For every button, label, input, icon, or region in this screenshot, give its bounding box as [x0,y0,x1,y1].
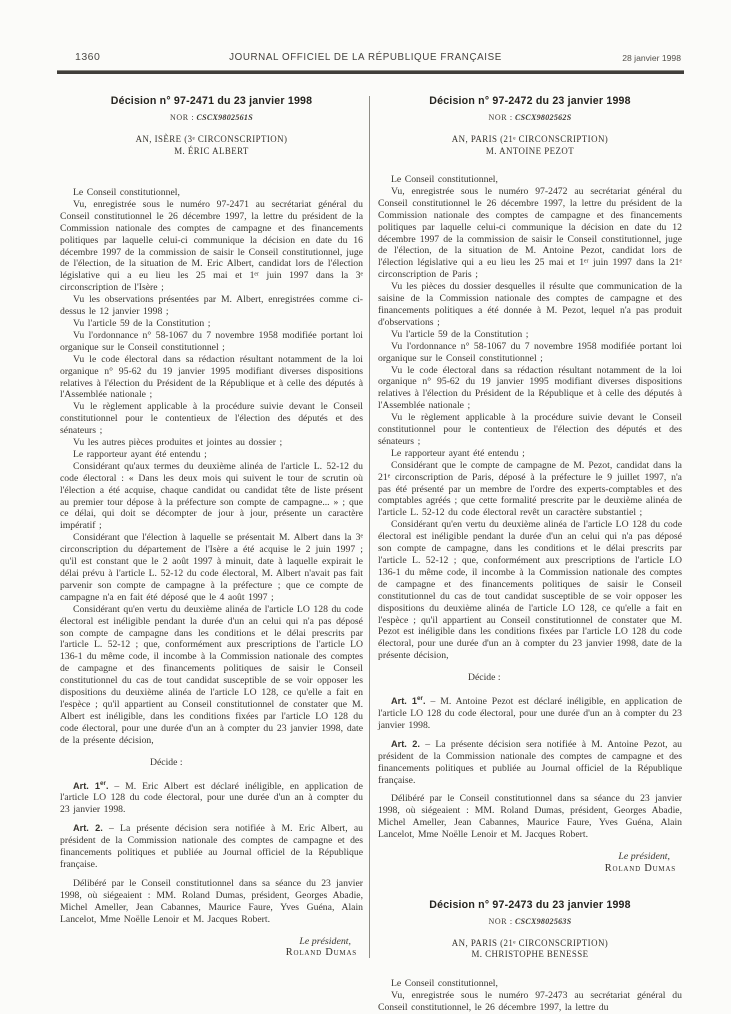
nor-line [378,113,682,123]
body-paragraph: Vu les autres pièces produites et jointes au dossier ; [73,437,283,449]
decide-line: Décide : [468,672,501,684]
nor-value: CSCX9802562S [512,113,572,122]
body-paragraph: Considérant qu'aux termes du deuxième alinéa de l'article L. 52-12 du code électoral : « Dans les deux mois qui suivent le tour de scrutin où l'élection a été acquise, chaque candidat ou candidat tête de liste présent au premier tour dépose à la préfecture son compte de campagne... » ; que ce délai, qui doit se décompter de jour à jour, présente un caractère impératif ; [60,460,363,532]
case-line: AN, PARIS (21ᵉ CIRCONSCRIPTION) [451,937,609,948]
signature-role: Le président, [618,851,670,863]
nor-label: NOR : [170,113,195,122]
body-paragraph: Vu l'ordonnance n° 58-1067 du 7 novembre 1958 modifiée portant loi organique sur le Conseil constitutionnel ; [378,340,682,364]
body-paragraph: Vu, enregistrée sous le numéro 97-2473 au secrétariat général du Conseil constitutionnel, le 26 décembre 1997, la lettre du [378,989,682,1013]
body-paragraph: Le rapporteur ayant été entendu ; [73,448,207,460]
signature-name: Roland Dumas [285,947,357,959]
body-paragraph: Vu le code électoral dans sa rédaction résultant notamment de la loi organique n° 95-62 du 19 janvier 1995 modifiant diverses dispositions relatives à l'élection du Président de la République et à celle des députés à l'Assemblée nationale ; [378,364,682,412]
nor-line [378,917,682,927]
decision-title: Décision n° 97-2473 du 23 janvier 1998 [429,898,631,911]
article-paragraph: Art. 1er. – M. Eric Albert est déclaré inéligible, en application de l'article LO 128 du code électoral, pour une durée d'un an à compter du 23 janvier 1998. [60,779,363,816]
journal-title: JOURNAL OFFICIEL DE LA RÉPUBLIQUE FRANÇAISE [229,52,502,63]
page-number: 1360 [75,51,101,63]
decision-title: Décision n° 97-2471 du 23 janvier 1998 [110,95,313,107]
decide-line: Décide : [150,756,183,768]
article-label: Art. 1er. [391,695,426,707]
case-line: AN, ISÈRE (3ᵉ CIRCONSCRIPTION) [135,134,288,144]
body-paragraph: Considérant qu'en vertu du deuxième alinéa de l'article LO 128 du code électoral est inéligible pendant la durée d'un an celui qui n'a pas déposé son compte de campagne dans les conditions et le délai prescrits par l'article L. 52-12 ; que, conformément aux prescriptions de l'article LO 136-1 du même code, il incombe à la Commission nationale des comptes de campagne et des financements politiques de saisir le Conseil constitutionnel du cas de tout candidat susceptible de se voir opposer les dispositions du deuxième alinéa de l'article LO 128, ce qu'elle a fait en l'espèce ; qu'il appartient au Conseil constitutionnel de constater que M. Albert est inéligible, dans les conditions fixées par l'article LO 128 du code électoral, pour une durée d'un an à compter du 23 janvier 1998, date de la présente décision, [60,603,363,746]
article-label: Art. 1er. [73,779,109,791]
body-paragraph: Vu le code électoral dans sa rédaction résultant notamment de la loi organique n° 95-62 du 19 janvier 1995 modifiant diverses dispositions relatives à l'élection du Président de la République et à celle des députés à l'Assemblée nationale ; [60,353,363,401]
case-line: M. ANTOINE PEZOT [485,145,575,156]
body-paragraph: Vu l'ordonnance n° 58-1067 du 7 novembre 1958 modifiée portant loi organique sur le Conseil constitutionnel ; [60,329,363,353]
body-paragraph: Délibéré par le Conseil constitutionnel dans sa séance du 23 janvier 1998, où siégeaient : MM. Roland Dumas, président, Georges Abadie, Michel Ameller, Jean Cabannes, Maurice Faure, Yves Guéna, Alain Lancelot, Mme Noëlle Lenoir et M. Jacques Robert. [60,877,363,925]
column-left [60,95,363,959]
body-paragraph: Considérant que l'élection à laquelle se présentait M. Albert dans la 3ᵉ circonscription du département de l'Isère a été acquise le 2 juin 1997 ; qu'il est constant que le 2 août 1997 à minuit, date à laquelle expirait le délai prévu à l'article L. 52-12 du code électoral, M. Albert n'avait pas fait parvenir son compte de campagne à la préfecture ; que ce compte de campagne n'a en fait été déposé que le 4 août 1997 ; [60,532,363,603]
header-rule [57,70,684,74]
body-paragraph: Vu les observations présentées par M. Albert, enregistrées comme ci-dessus le 12 janvier 1998 ; [60,294,363,318]
issue-date: 28 janvier 1998 [622,53,681,63]
nor-value: CSCX9802563S [512,916,572,926]
nor-line [60,113,363,123]
signature-role: Le président, [299,935,351,947]
signature-name: Roland Dumas [604,863,676,874]
column-divider [369,96,370,958]
body-paragraph: Considérant que le compte de campagne de M. Pezot, candidat dans la 21ᵉ circonscription de Paris, déposé à la préfecture le 9 juillet 1997, n'a pas été présenté par un membre de l'ordre des experts-comptables et des comptables agréés ; que cette formalité prescrite par le deuxième alinéa de l'article L. 52-12 du code électoral revêt un caractère substantiel ; [378,459,682,519]
article-label: Art. 2. [73,823,103,834]
body-paragraph: Le rapporteur ayant été entendu ; [391,447,525,459]
body-paragraph: Vu l'article 59 de la Constitution ; [73,317,211,329]
case-line: M. ÉRIC ALBERT [174,145,249,156]
decision-title: Décision n° 97-2472 du 23 janvier 1998 [429,95,631,107]
article-paragraph: Art. 2. – La présente décision sera notifiée à M. Eric Albert, au président de la Commission nationale des comptes de campagne et des financements politiques et publiée au Journal officiel de la République française. [60,823,363,870]
body-paragraph: Vu les pièces du dossier desquelles il résulte que communication de la saisine de la Commission nationale des comptes de campagne et des financements politiques a été donnée à M. Pezot, lequel n'a pas produit d'observations ; [378,281,682,328]
body-paragraph: Vu le règlement applicable à la procédure suivie devant le Conseil constitutionnel pour le contentieux de l'élection des députés et des sénateurs ; [60,401,363,437]
body-paragraph: Le Conseil constitutionnel, [391,174,498,185]
body-paragraph: Le Conseil constitutionnel, [391,977,498,989]
body-paragraph: Vu le règlement applicable à la procédure suivie devant le Conseil constitutionnel pour le contentieux de l'élection des députés et des sénateurs ; [378,412,682,447]
body-paragraph: Vu, enregistrée sous le numéro 97-2472 au secrétariat général du Conseil constitutionnel le 26 décembre 1997, la lettre du président de la Commission nationale des comptes de campagne et des financements politiques par laquelle celui-ci communique la décision en date du 12 décembre 1997 de la commission de saisir le Conseil constitutionnel, juge de l'élection, de la situation de M. Antoine Pezot, candidat lors de l'élection législative qui a eu lieu les 25 mai et 1ᵉʳ juin 1997 dans la 21ᵉ circonscription de Paris ; [378,185,682,281]
article-paragraph: Art. 1er. – M. Antoine Pezot est déclaré inéligible, en application de l'article LO 128 du code électoral, pour une durée d'un an à compter du 23 janvier 1998. [378,695,682,731]
body-paragraph: Délibéré par le Conseil constitutionnel dans sa séance du 23 janvier 1998, où siégeaient : MM. Roland Dumas, président, Georges Abadie, Michel Ameller, Jean Cabannes, Maurice Faure, Yves Guéna, Alain Lancelot, Mme Noëlle Lenoir et M. Jacques Robert. [378,793,682,841]
body-paragraph: Considérant qu'en vertu du deuxième alinéa de l'article LO 128 du code électoral est inéligible pendant la durée d'un an celui qui n'a pas déposé son compte de campagne, dans les conditions et le délai prescrits par l'article L. 52-12 ; que, conformément aux prescriptions de l'article LO 136-1 du même code, il incombe à la Commission nationale des comptes de campagne et des financements politiques de saisir le Conseil constitutionnel du cas de tout candidat susceptible de se voir opposer les dispositions du deuxième alinéa de l'article LO 128, ce qu'elle a fait en l'espèce ; qu'il appartient au Conseil constitutionnel de constater que M. Pezot est inéligible dans les conditions fixées par l'article LO 128 du code électoral, pour une durée d'un an à compter du 23 janvier 1998, date de la présente décision, [378,519,682,662]
nor-value: CSCX9802561S [194,113,253,122]
nor-label: NOR : [488,113,513,122]
nor-label: NOR : [488,916,513,926]
case-line: M. CHRISTOPHE BENESSE [471,949,589,960]
article-paragraph: Art. 2. – La présente décision sera notifiée à M. Antoine Pezot, au président de la Commission nationale des comptes de campagne et des financements politiques et publiée au Journal officiel de la République française. [378,738,682,786]
body-paragraph: Le Conseil constitutionnel, [73,187,180,198]
body-paragraph: Vu, enregistrée sous le numéro 97-2471 au secrétariat général du Conseil constitutionnel le 26 décembre 1997, la lettre du président de la Commission nationale des comptes de campagne et des financements politiques par laquelle celui-ci communique la décision en date du 16 décembre 1997 de la commission de saisir le Conseil constitutionnel, juge de l'élection, de la situation de M. Eric Albert, candidat lors de l'élection législative qui a eu lieu les 25 mai et 1ᵉʳ juin 1997 dans la 3ᵉ circonscription de l'Isère ; [60,198,363,294]
article-label: Art. 2. [391,738,420,749]
case-line: AN, PARIS (21ᵉ CIRCONSCRIPTION) [451,134,609,144]
body-paragraph: Vu l'article 59 de la Constitution ; [391,328,529,340]
column-right [378,95,682,1014]
